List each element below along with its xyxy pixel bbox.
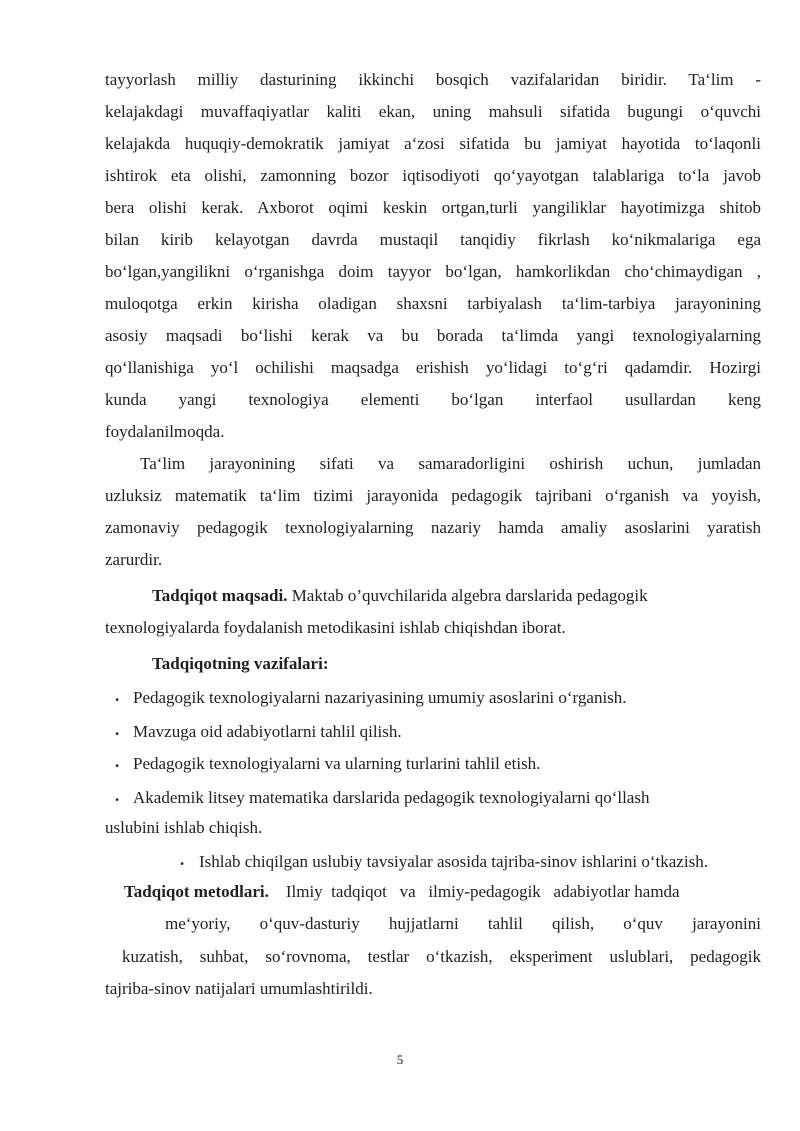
paragraph-line: muloqotga erkin kirisha oladigan shaxsni tarbiyalash ta‘lim-tarbiya jarayonining — [105, 294, 761, 313]
paragraph-line: qo‘llanishiga yo‘l ochilishi maqsadga erishish yo‘lidagi to‘g‘ri qadamdir. Hozirgi — [105, 358, 761, 377]
task-item-cont: uslubini ishlab chiqish. — [105, 818, 263, 837]
aim-text-cont: texnologiyalarda foydalanish metodikasini ishlab chiqishdan iborat. — [105, 618, 566, 637]
task-item: Pedagogik texnologiyalarni va ularning turlarini tahlil etish. — [133, 754, 541, 773]
paragraph-line: bo‘lgan,yangilikni o‘rganishga doim tayyor bo‘lgan, hamkorlikdan cho‘chimaydigan , — [105, 262, 761, 281]
paragraph-line: uzluksiz matematik ta‘lim tizimi jarayonida pedagogik tajribani o‘rganish va yoyish, — [105, 486, 761, 505]
aim-line — [152, 584, 761, 608]
paragraph-line: foydalanilmoqda. — [105, 422, 225, 441]
paragraph-line: Ta‘lim jarayonining sifati va samaradorligini oshirish uchun, jumladan — [140, 454, 761, 473]
paragraph-line: zamonaviy pedagogik texnologiyalarning nazariy hamda amaliy asoslarini yaratish — [105, 518, 761, 537]
methods-line — [124, 880, 761, 904]
paragraph-line: kelajakdagi muvaffaqiyatlar kaliti ekan, uning mahsuli sifatida bugungi o‘quvchi — [105, 102, 761, 121]
paragraph-line: kelajakda huquqiy-demokratik jamiyat a‘zosi sifatida bu jamiyat hayotida to‘laqonli — [105, 134, 761, 153]
page-number: 5 — [396, 1052, 404, 1067]
methods-text: Ilmiy tadqiqot va ilmiy-pedagogik adabiyotlar hamda — [268, 882, 680, 901]
paragraph-line: tayyorlash milliy dasturining ikkinchi bosqich vazifalaridan biridir. Ta‘lim - — [105, 70, 761, 89]
paragraph-line: kunda yangi texnologiya elementi bo‘lgan interfaol usullardan keng — [105, 390, 761, 409]
methods-line: tajriba-sinov natijalari umumlashtirildi. — [105, 979, 373, 998]
bullet-icon: . — [115, 686, 120, 705]
paragraph-line: bera olishi kerak. Axborot oqimi keskin ortgan,turli yangiliklar hayotimizga shitob — [105, 198, 761, 217]
methods-line: kuzatish, suhbat, so‘rovnoma, testlar o‘tkazish, eksperiment uslublari, pedagogik — [122, 947, 761, 966]
bullet-icon: . — [180, 850, 185, 869]
task-item: Mavzuga oid adabiyotlarni tahlil qilish. — [133, 722, 402, 741]
methods-line: me‘yoriy, o‘quv-dasturiy hujjatlarni tahlil qilish, o‘quv jarayonini — [165, 914, 761, 933]
task-item: Akademik litsey matematika darslarida pedagogik texnologiyalarni qo‘llash — [133, 788, 650, 807]
aim-text: Maktab o’quvchilarida algebra darslarida pedagogik — [287, 586, 648, 605]
paragraph-line: ishtirok eta olishi, zamonning bozor iqtisodiyoti qo‘yayotgan talablariga to‘la javob — [105, 166, 761, 185]
paragraph-line: zarurdir. — [105, 550, 163, 569]
bullet-icon: . — [115, 752, 120, 771]
aim-heading: Tadqiqot maqsadi. — [152, 586, 288, 605]
bullet-icon: . — [115, 786, 120, 805]
tasks-heading: Tadqiqotning vazifalari: — [152, 654, 329, 673]
methods-heading: Tadqiqot metodlari. — [124, 882, 269, 901]
task-item: Ishlab chiqilgan uslubiy tavsiyalar asosida tajriba-sinov ishlarini o‘tkazish. — [199, 852, 708, 871]
paragraph-line: asosiy maqsadi bo‘lishi kerak va bu borada ta‘limda yangi texnologiyalarning — [105, 326, 761, 345]
paragraph-line: bilan kirib kelayotgan davrda mustaqil tanqidiy fikrlash ko‘nikmalariga ega — [105, 230, 761, 249]
bullet-icon: . — [115, 720, 120, 739]
task-item: Pedagogik texnologiyalarni nazariyasining umumiy asoslarini o‘rganish. — [133, 688, 627, 707]
